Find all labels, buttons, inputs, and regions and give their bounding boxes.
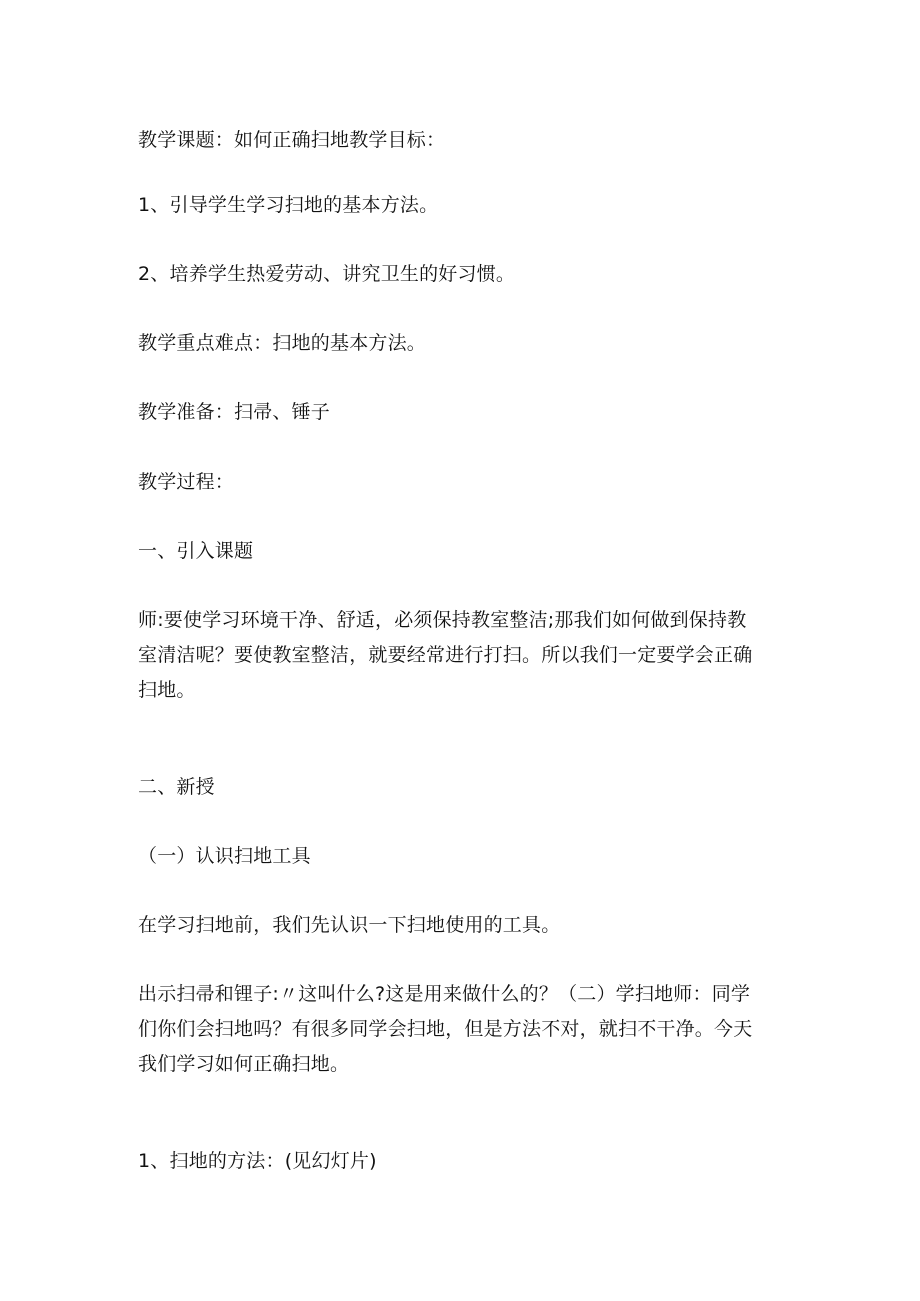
- paragraph-line: 师:要使学习环境干净、舒适，必须保持教室整洁;那我们如何做到保持教: [138, 609, 747, 631]
- key-points: 教学重点难点：扫地的基本方法。: [138, 332, 427, 354]
- section-1-paragraph: [138, 603, 788, 707]
- section-1-heading: 一、引入课题: [138, 540, 254, 562]
- process-heading: 教学过程：: [138, 471, 235, 493]
- objective-1: 1、引导学生学习扫地的基本方法。: [138, 194, 439, 216]
- preparation: 教学准备：扫帚、锤子: [138, 401, 331, 423]
- tools-intro: 在学习扫地前，我们先认识一下扫地使用的工具。: [138, 914, 561, 936]
- method-item: 1、扫地的方法：(见幻灯片): [138, 1150, 377, 1172]
- objective-2: 2、培养学生热爱劳动、讲究卫生的好习惯。: [138, 263, 516, 285]
- paragraph-line: 出示扫帚和锂子:〃这叫什么?这是用来做什么的？（二）学扫地师：同学: [138, 983, 751, 1005]
- paragraph-line: 我们学习如何正确扫地。: [138, 1053, 350, 1075]
- lesson-title-line: 教学课题：如何正确扫地教学目标：: [138, 129, 446, 151]
- paragraph-line: 室清洁呢？要使教室整洁，就要经常进行打扫。所以我们一定要学会正确: [138, 644, 753, 666]
- paragraph-line: 们你们会扫地吗？有很多同学会扫地，但是方法不对，就扫不干净。今天: [138, 1018, 753, 1040]
- show-tools-paragraph: [138, 977, 788, 1081]
- subsection-1-heading: （一）认识扫地工具: [138, 845, 311, 867]
- section-2-heading: 二、新授: [138, 776, 215, 798]
- paragraph-line: 扫地。: [138, 679, 196, 701]
